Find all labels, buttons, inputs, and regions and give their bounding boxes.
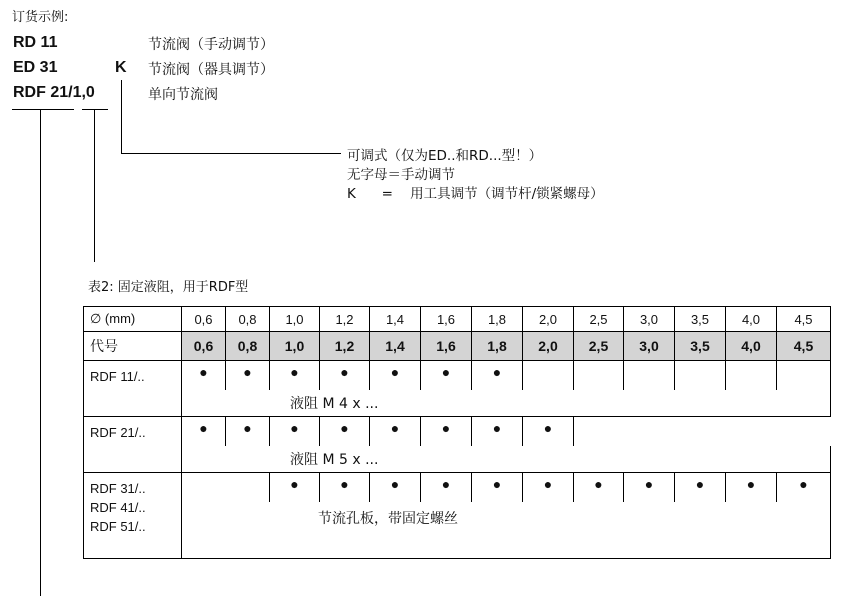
- code-cell: 4,5: [777, 332, 831, 361]
- group-label: RDF 51/..: [90, 519, 146, 534]
- code-cell: 0,8: [226, 332, 270, 361]
- note-no-letter: 无字母＝手动调节: [347, 167, 455, 183]
- diameter-cell: 1,4: [370, 307, 421, 332]
- leader-size: [94, 110, 95, 262]
- desc-rdf21: 单向节流阀: [148, 87, 218, 103]
- availability-dot: ●: [492, 476, 502, 492]
- availability-dot: ●: [290, 420, 299, 436]
- table-row-rdf11: [84, 361, 831, 391]
- code-cell: 1,6: [421, 332, 472, 361]
- diameter-cell: 3,0: [624, 307, 675, 332]
- availability-dot: ●: [390, 476, 400, 492]
- code-ed31: ED 31: [13, 59, 58, 76]
- availability-dot: ●: [390, 420, 400, 436]
- code-rdf21: RDF 21/1,0: [13, 84, 95, 101]
- table2: [83, 306, 831, 559]
- leader-type: [40, 110, 41, 596]
- diameter-cell: 4,0: [726, 307, 777, 332]
- availability-dot: ●: [290, 476, 299, 492]
- availability-dot: ●: [492, 420, 502, 436]
- group-note-rdf21: 液阻 M 5 x ...: [182, 446, 831, 473]
- group-note-rdf11: 液阻 M 4 x ...: [182, 390, 831, 417]
- availability-dot: ●: [441, 364, 451, 380]
- code-cell: 0,6: [182, 332, 226, 361]
- desc-rd11: 节流阀（手动调节）: [148, 37, 274, 53]
- table2-caption: 表2: 固定液阻，用于RDF型: [88, 280, 249, 295]
- note-k: K = 用工具调节（调节杆/锁紧螺母）: [347, 186, 604, 202]
- group-label-rdf21: [84, 417, 182, 473]
- group-label: RDF 31/..: [90, 481, 146, 496]
- diameter-cell: 2,0: [523, 307, 574, 332]
- group-label-rdf31-41-51: [84, 473, 182, 559]
- table-row-rdf31: [84, 473, 831, 503]
- leader-suffix-vertical: [121, 80, 122, 153]
- diameter-cell: 0,8: [226, 307, 270, 332]
- availability-dot: ●: [441, 476, 451, 492]
- leader-suffix-horizontal: [121, 153, 341, 154]
- group-label: RDF 11/..: [90, 369, 145, 384]
- desc-ed31: 节流阀（器具调节）: [148, 62, 274, 78]
- code-cell: 3,0: [624, 332, 675, 361]
- diameter-cell: 2,5: [574, 307, 624, 332]
- code-cell: 1,4: [370, 332, 421, 361]
- code-rd11: RD 11: [13, 34, 58, 51]
- order-example-header: 订货示例:: [12, 10, 69, 25]
- availability-dot: ●: [746, 476, 756, 492]
- diameter-cell: 1,2: [320, 307, 370, 332]
- group-note-rdf31-41-51: 节流孔板，带固定螺丝: [182, 502, 831, 559]
- group-label: RDF 41/..: [90, 500, 146, 515]
- code-cell: 2,0: [523, 332, 574, 361]
- diameter-cell: 1,6: [421, 307, 472, 332]
- availability-dot: ●: [543, 420, 553, 436]
- availability-dot: ●: [695, 476, 705, 492]
- diameter-cell: 1,8: [472, 307, 523, 332]
- diameter-cell: 0,6: [182, 307, 226, 332]
- diameter-label: ∅ (mm): [84, 307, 182, 332]
- underline-size: [82, 109, 108, 110]
- suffix-k: K: [115, 59, 127, 76]
- group-label: RDF 21/..: [90, 425, 146, 440]
- availability-dot: ●: [340, 420, 349, 436]
- availability-dot: ●: [290, 364, 299, 380]
- diameter-cell: 4,5: [777, 307, 831, 332]
- code-cell: 1,2: [320, 332, 370, 361]
- table-row-rdf21: [84, 417, 831, 447]
- code-cell: 1,0: [270, 332, 320, 361]
- table-row-diameter: [84, 307, 831, 332]
- note-adjustable: 可调式（仅为ED..和RD...型！）: [347, 148, 543, 164]
- availability-dot: ●: [199, 364, 208, 380]
- availability-dot: ●: [199, 420, 208, 436]
- availability-dot: ●: [340, 476, 349, 492]
- availability-dot: ●: [243, 420, 252, 436]
- table-row-code: [84, 332, 831, 361]
- code-cell: 3,5: [675, 332, 726, 361]
- availability-dot: ●: [492, 364, 502, 380]
- availability-dot: ●: [594, 476, 603, 492]
- diameter-cell: 3,5: [675, 307, 726, 332]
- code-cell: 2,5: [574, 332, 624, 361]
- availability-dot: ●: [243, 364, 252, 380]
- availability-dot: ●: [543, 476, 553, 492]
- availability-dot: ●: [441, 420, 451, 436]
- availability-dot: ●: [340, 364, 349, 380]
- code-cell: 4,0: [726, 332, 777, 361]
- underline-type: [12, 109, 74, 110]
- availability-dot: ●: [799, 476, 808, 492]
- diameter-cell: 1,0: [270, 307, 320, 332]
- group-label-rdf11: [84, 361, 182, 417]
- code-label: 代号: [84, 332, 182, 361]
- availability-dot: ●: [644, 476, 654, 492]
- availability-dot: ●: [390, 364, 400, 380]
- code-cell: 1,8: [472, 332, 523, 361]
